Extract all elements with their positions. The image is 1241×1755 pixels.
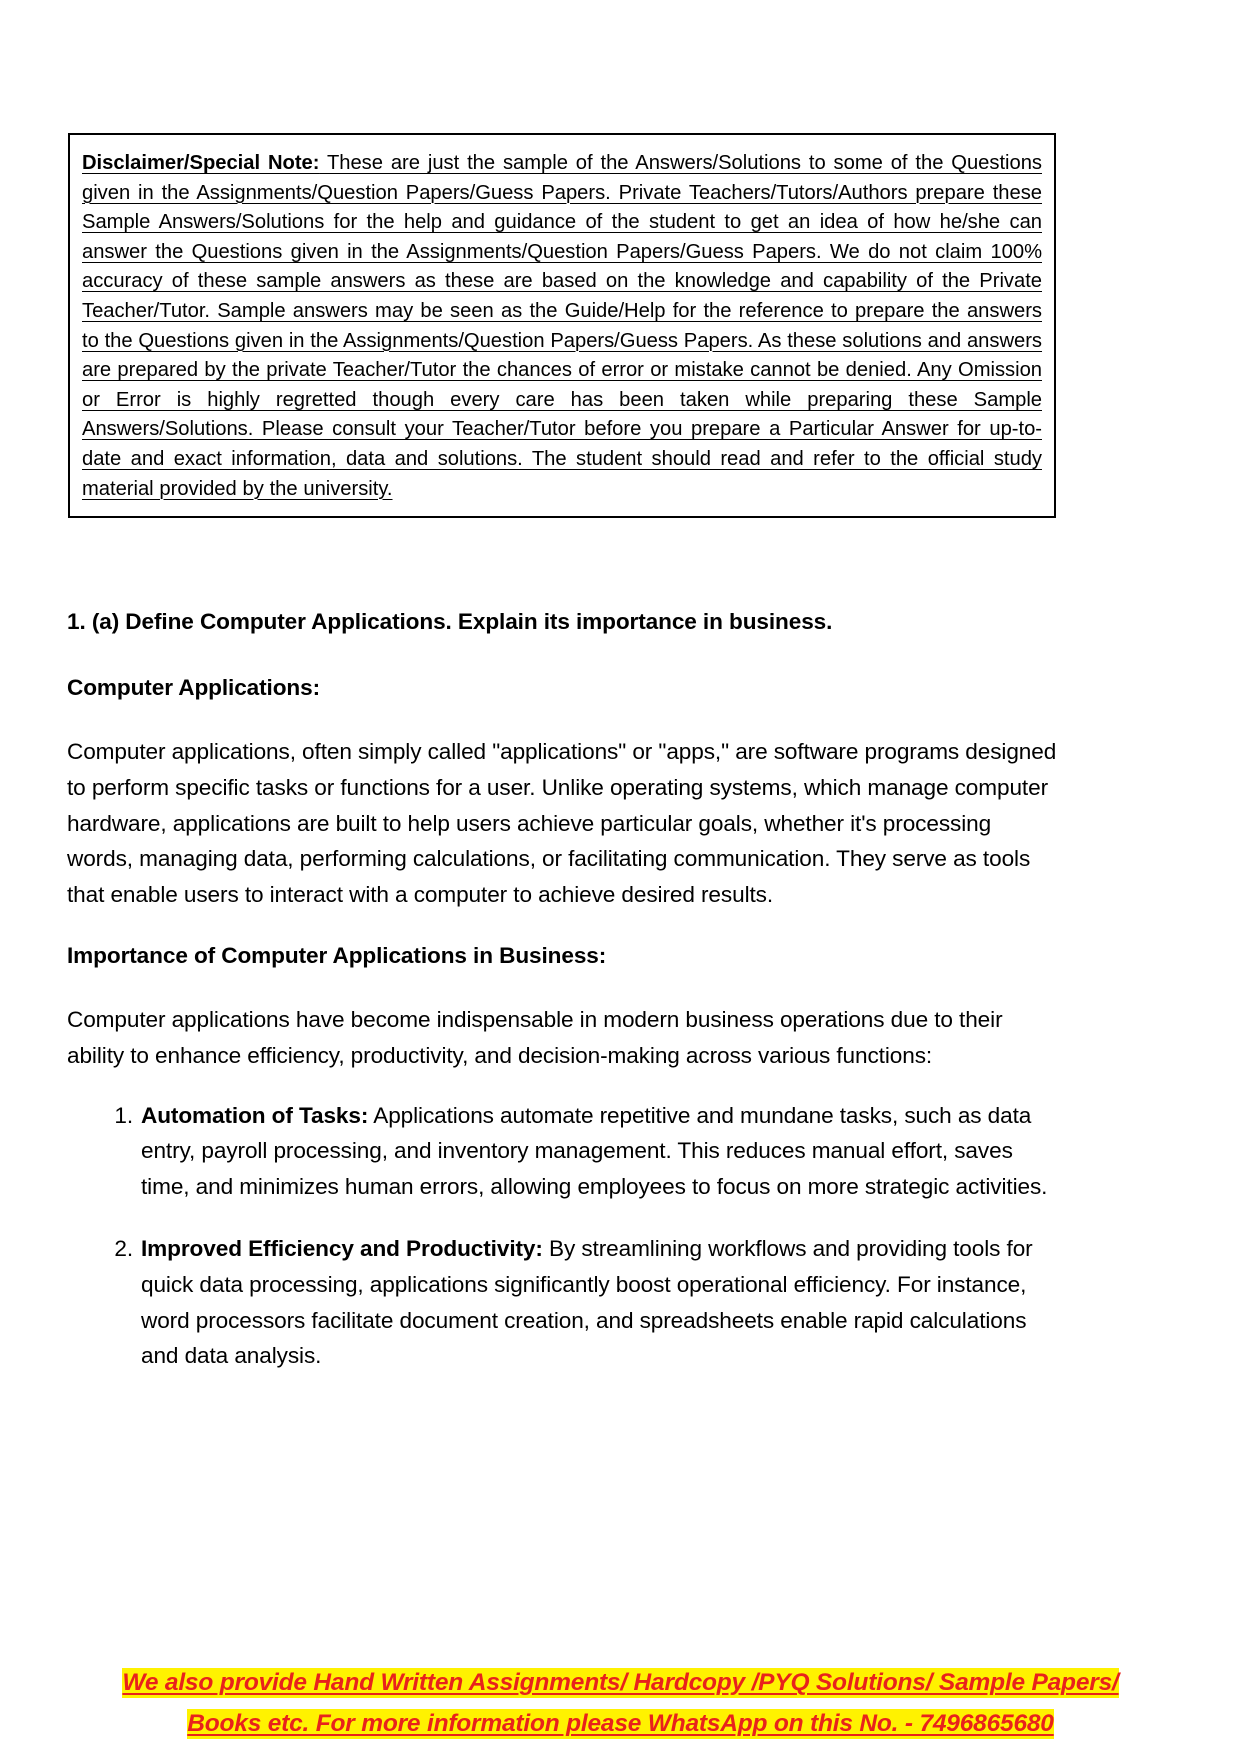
promo-line-1-row: [0, 1662, 1241, 1703]
definition-heading: Computer Applications:: [67, 675, 321, 700]
importance-paragraph: Computer applications have become indispensable in modern business operations due to their ability to enhance efficiency, productivity, and decision-making across various functions:: [67, 1006, 1003, 1068]
question-heading: 1. (a) Define Computer Applications. Explain its importance in business.: [67, 609, 833, 634]
list-item-term: Improved Efficiency and Productivity:: [141, 1235, 543, 1261]
disclaimer-body-text: These are just the sample of the Answers/Solutions to some of the Questions given in the Assignments/Question Papers/Guess Papers. Private Teachers/Tutors/Authors prepare these Sample Answers/Solutions for the help and guidance of the student to get an idea of how he/she can answer the Questions given in the Assignments/Question Papers/Guess Papers. We do not claim 100% accuracy of these sample answers as these are based on the knowledge and capability of the Private Teacher/Tutor. Sample answers may be seen as the Guide/Help for the reference to prepare the answers to the Questions given in the Assignments/Question Papers/Guess Papers. As these solutions and answers are prepared by the private Teacher/Tutor the chances of error or mistake cannot be denied. Any Omission or Error is highly regretted though every care has been taken while preparing these Sample Answers/Solutions. Please consult your Teacher/Tutor before you prepare a Particular Answer for up-to-date and exact information, data and solutions. The student should read and refer to the official study material provided by the university.: [82, 152, 1043, 500]
definition-paragraph: Computer applications, often simply called "applications" or "apps," are software programs designed to perform specific tasks or functions for a user. Unlike operating systems, which manage computer hardware, applications are built to help users achieve particular goals, whether it's processing words, managing data, performing calculations, or facilitating communication. They serve as tools that enable users to interact with a computer to achieve desired results.: [67, 739, 1057, 908]
list-item: [141, 1098, 1057, 1205]
importance-list: [67, 1098, 1057, 1375]
promo-line-2: Books etc. For more information please WhatsApp on this No. - 7496865680: [187, 1710, 1054, 1737]
list-item-text: Applications automate repetitive and mundane tasks, such as data entry, payroll processing, and inventory management. This reduces manual effort, saves time, and minimizes human errors, allowing employees to focus on more strategic activities.: [141, 1102, 1048, 1200]
promo-line-2-row: [0, 1703, 1241, 1744]
promo-banner: [0, 1662, 1241, 1744]
importance-heading: Importance of Computer Applications in Business:: [67, 942, 607, 968]
list-item: [141, 1231, 1057, 1374]
disclaimer-box: [68, 133, 1056, 518]
list-item-text: By streamlining workflows and providing tools for quick data processing, applications significantly boost operational efficiency. For instance, word processors facilitate document creation, and spreadsheets enable rapid calculations and data analysis.: [141, 1235, 1033, 1369]
answer-content: [67, 607, 1057, 1400]
disclaimer-paragraph: [82, 149, 1042, 504]
disclaimer-lead-label: Disclaimer/Special Note:: [82, 152, 320, 174]
list-item-term: Automation of Tasks:: [141, 1102, 369, 1128]
promo-line-1: We also provide Hand Written Assignments/ Hardcopy /PYQ Solutions/ Sample Papers/: [122, 1669, 1119, 1696]
